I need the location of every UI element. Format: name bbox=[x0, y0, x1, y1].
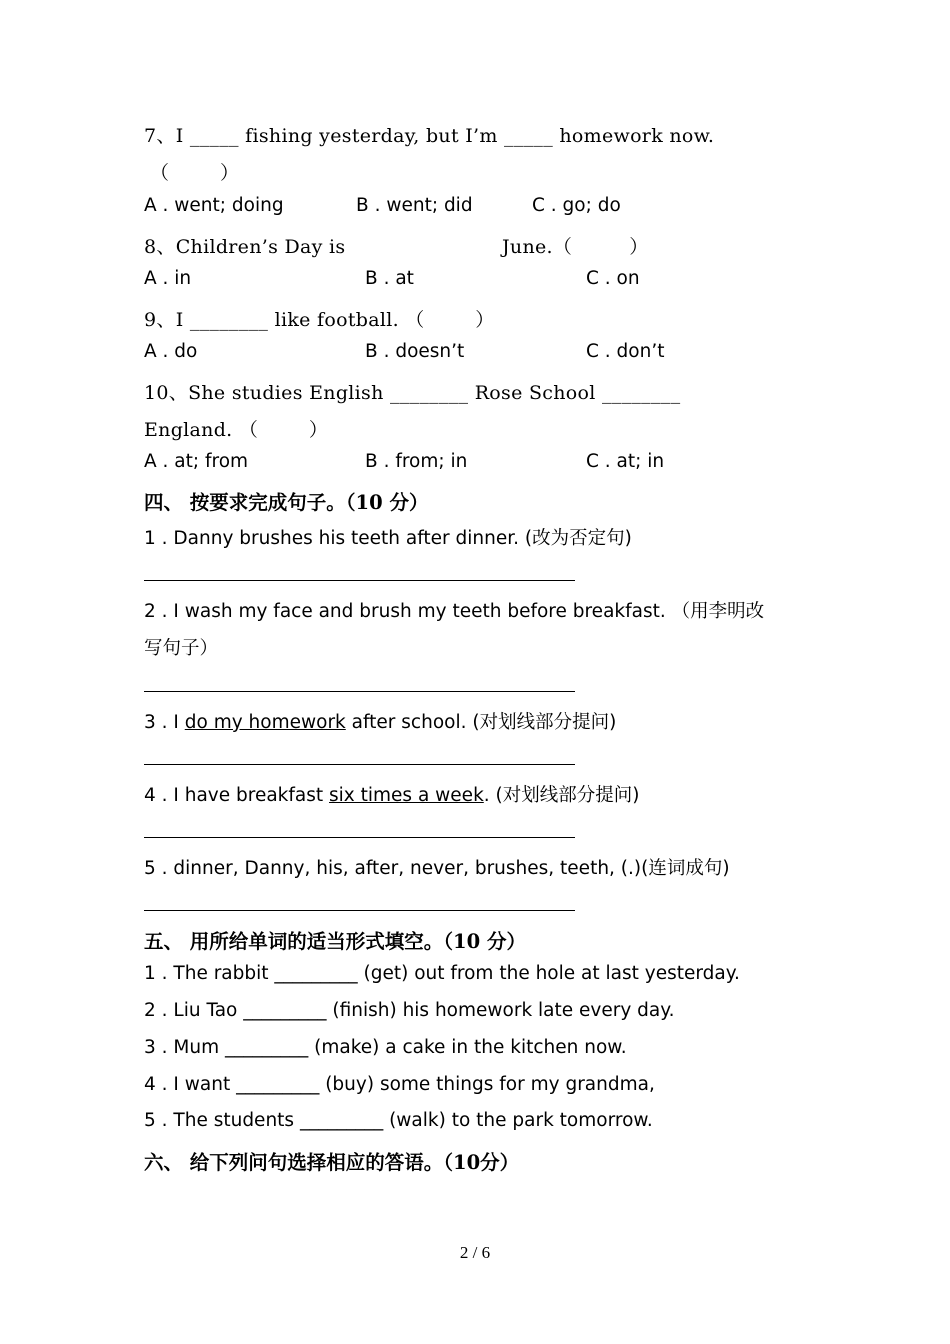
q7-option-a: A . went; doing bbox=[144, 195, 284, 216]
underlined-phrase: six times a week bbox=[329, 785, 484, 806]
s5-item-3: 3 . Mum _________ (make) a cake in the kitchen now. bbox=[144, 1037, 627, 1058]
s4-item-2: 2 . I wash my face and brush my teeth before breakfast. （用李明改 bbox=[144, 601, 765, 622]
s4-item-2-cont: 写句子） bbox=[144, 638, 219, 659]
q8-option-c: C . on bbox=[586, 268, 640, 289]
answer-line-2 bbox=[144, 691, 575, 692]
s5-item-4: 4 . I want _________ (buy) some things for my grandma, bbox=[144, 1074, 655, 1095]
q10-option-a: A . at; from bbox=[144, 451, 249, 472]
answer-line-1 bbox=[144, 580, 575, 581]
instruction-note: （用李明改 bbox=[671, 601, 765, 622]
q7-stem: 7、I _____ fishing yesterday, but I’m _____ homework now. bbox=[144, 125, 715, 147]
s4-item-1: 1 . Danny brushes his teeth after dinner. (改为否定句) bbox=[144, 528, 632, 549]
s4-item-4: 4 . I have breakfast six times a week. (对划线部分提问) bbox=[144, 785, 640, 806]
section4-title: 四、 按要求完成句子。（10 分） bbox=[144, 491, 429, 514]
q9-option-b: B . doesn’t bbox=[365, 341, 465, 362]
instruction-note: (对划线部分提问) bbox=[495, 785, 640, 806]
instruction-note: (改为否定句) bbox=[524, 528, 632, 549]
s4-item-3: 3 . I do my homework after school. (对划线部分提问) bbox=[144, 712, 617, 733]
answer-line-4 bbox=[144, 837, 575, 838]
q10-stem: 10、She studies English ________ Rose School ________ bbox=[144, 382, 681, 404]
s4-item-5: 5 . dinner, Danny, his, after, never, brushes, teeth, (.)(连词成句) bbox=[144, 858, 730, 879]
q8-option-a: A . in bbox=[144, 268, 192, 289]
page-number: 2 / 6 bbox=[459, 1243, 491, 1262]
instruction-note: (连词成句) bbox=[641, 858, 730, 879]
q7-answer-paren: （ ） bbox=[150, 162, 240, 184]
s5-item-1: 1 . The rabbit _________ (get) out from the hole at last yesterday. bbox=[144, 963, 740, 984]
q8-option-b: B . at bbox=[365, 268, 414, 289]
q7-option-c: C . go; do bbox=[532, 195, 621, 216]
section5-title: 五、 用所给单词的适当形式填空。（10 分） bbox=[144, 930, 526, 953]
q9-stem: 9、I ________ like football. （ ） bbox=[144, 309, 495, 331]
q9-option-a: A . do bbox=[144, 341, 198, 362]
q10-stem-cont: England. （ ） bbox=[144, 419, 329, 441]
section6-title: 六、 给下列问句选择相应的答语。（10分） bbox=[144, 1151, 520, 1174]
answer-line-3 bbox=[144, 764, 575, 765]
q10-option-b: B . from; in bbox=[365, 451, 468, 472]
q8-stem: 8、Children’s Day is bbox=[144, 236, 346, 258]
underlined-phrase: do my homework bbox=[184, 712, 346, 733]
q10-option-c: C . at; in bbox=[586, 451, 665, 472]
s5-item-5: 5 . The students _________ (walk) to the park tomorrow. bbox=[144, 1110, 653, 1131]
q8-stem-end: June.（ ） bbox=[502, 236, 649, 258]
q7-option-b: B . went; did bbox=[356, 195, 473, 216]
answer-line-5 bbox=[144, 910, 575, 911]
q9-option-c: C . don’t bbox=[586, 341, 665, 362]
instruction-note: (对划线部分提问) bbox=[472, 712, 617, 733]
s5-item-2: 2 . Liu Tao _________ (finish) his homework late every day. bbox=[144, 1000, 675, 1021]
